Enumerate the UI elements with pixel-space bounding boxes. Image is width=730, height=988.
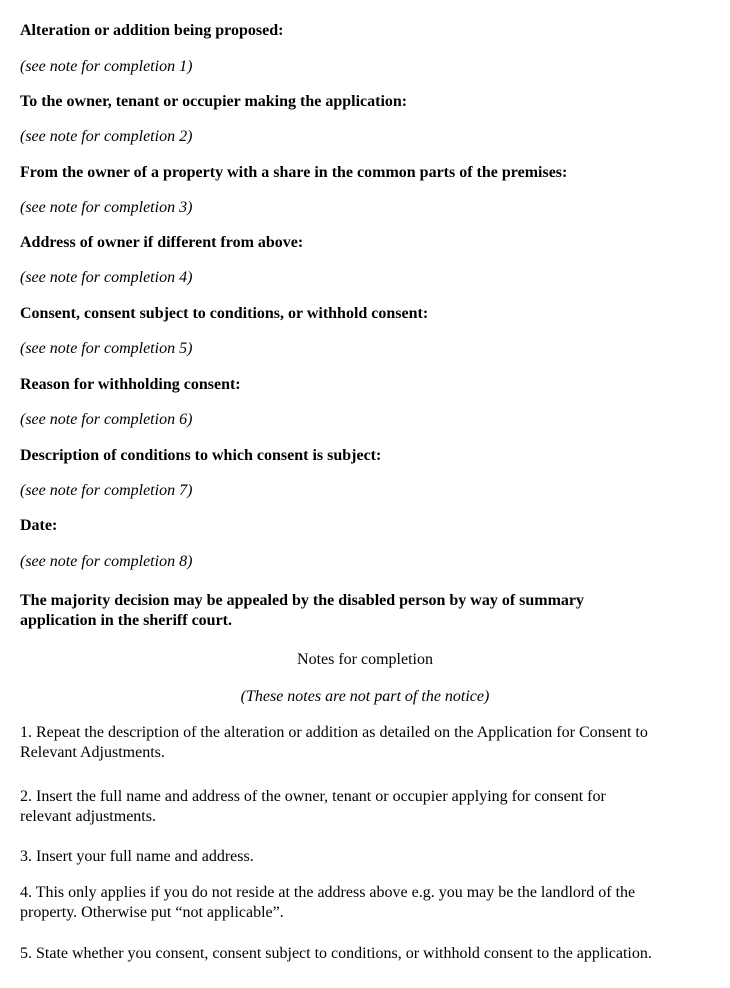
note-2-line1: 2. Insert the full name and address of the owner, tenant or occupier applying for consent for — [20, 788, 606, 805]
field-note-3: (see note for completion 3) — [20, 199, 193, 216]
appeal-statement-line1: The majority decision may be appealed by the disabled person by way of summary — [20, 592, 585, 609]
note-2-line2: relevant adjustments. — [20, 808, 156, 825]
field-label-owner-applicant: To the owner, tenant or occupier making the application: — [20, 93, 408, 110]
note-4-line2: property. Otherwise put “not applicable”. — [20, 904, 284, 921]
note-3-line1: 3. Insert your full name and address. — [20, 848, 254, 865]
field-label-consent: Consent, consent subject to conditions, or withhold consent: — [20, 305, 429, 322]
field-note-2: (see note for completion 2) — [20, 128, 193, 145]
field-label-reason: Reason for withholding consent: — [20, 376, 241, 393]
field-label-common-owner: From the owner of a property with a share in the common parts of the premises: — [20, 164, 568, 181]
field-note-5: (see note for completion 5) — [20, 340, 193, 357]
field-label-date: Date: — [20, 517, 58, 534]
note-1-line2: Relevant Adjustments. — [20, 744, 165, 761]
notes-title: Notes for completion — [297, 651, 433, 668]
field-label-alteration: Alteration or addition being proposed: — [20, 22, 284, 39]
appeal-statement-line2: application in the sheriff court. — [20, 612, 232, 629]
notes-subtitle: (These notes are not part of the notice) — [240, 688, 490, 705]
field-note-7: (see note for completion 7) — [20, 482, 193, 499]
note-4-line1: 4. This only applies if you do not reside at the address above e.g. you may be the landlord of the — [20, 884, 636, 901]
field-note-8: (see note for completion 8) — [20, 553, 193, 570]
field-label-conditions: Description of conditions to which consent is subject: — [20, 447, 382, 464]
note-1-line1: 1. Repeat the description of the alteration or addition as detailed on the Application for Consent to — [20, 724, 648, 741]
field-note-6: (see note for completion 6) — [20, 411, 193, 428]
field-label-owner-address: Address of owner if different from above: — [20, 234, 304, 251]
note-5-line1: 5. State whether you consent, consent subject to conditions, or withhold consent to the application. — [20, 945, 652, 962]
field-note-1: (see note for completion 1) — [20, 58, 193, 75]
field-note-4: (see note for completion 4) — [20, 269, 193, 286]
